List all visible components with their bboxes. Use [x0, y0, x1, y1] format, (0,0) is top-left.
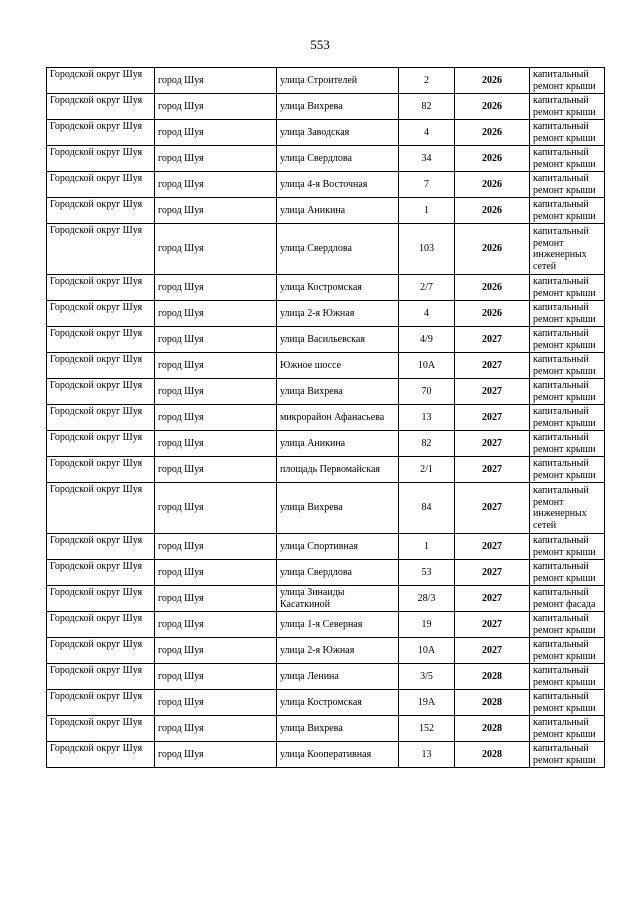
city-cell: город Шуя	[155, 198, 277, 224]
repair-schedule-table	[46, 67, 605, 768]
house-number-cell: 103	[399, 224, 455, 275]
table-row	[47, 457, 605, 483]
municipality-cell: Городской округ Шуя	[47, 560, 155, 586]
table-row	[47, 120, 605, 146]
city-cell: город Шуя	[155, 664, 277, 690]
house-number-cell: 13	[399, 405, 455, 431]
year-cell: 2028	[455, 716, 530, 742]
year-cell: 2028	[455, 690, 530, 716]
city-cell: город Шуя	[155, 742, 277, 768]
year-cell: 2026	[455, 120, 530, 146]
house-number-cell: 34	[399, 146, 455, 172]
city-cell: город Шуя	[155, 120, 277, 146]
city-cell: город Шуя	[155, 534, 277, 560]
work-type-cell: капитальный ремонт крыши	[530, 742, 605, 768]
city-cell: город Шуя	[155, 431, 277, 457]
city-cell: город Шуя	[155, 172, 277, 198]
year-cell: 2027	[455, 457, 530, 483]
table-row	[47, 198, 605, 224]
city-cell: город Шуя	[155, 146, 277, 172]
work-type-cell: капитальный ремонт крыши	[530, 68, 605, 94]
street-cell: улица 1-я Северная	[277, 612, 399, 638]
municipality-cell: Городской округ Шуя	[47, 586, 155, 612]
work-type-cell: капитальный ремонт фасада	[530, 586, 605, 612]
table-row	[47, 664, 605, 690]
street-cell: Южное шоссе	[277, 353, 399, 379]
year-cell: 2027	[455, 379, 530, 405]
table-row	[47, 68, 605, 94]
street-cell: улица Аникина	[277, 431, 399, 457]
house-number-cell: 19	[399, 612, 455, 638]
municipality-cell: Городской округ Шуя	[47, 275, 155, 301]
year-cell: 2027	[455, 353, 530, 379]
street-cell: улица Свердлова	[277, 224, 399, 275]
work-type-cell: капитальный ремонт крыши	[530, 146, 605, 172]
municipality-cell: Городской округ Шуя	[47, 68, 155, 94]
street-cell: улица Заводская	[277, 120, 399, 146]
municipality-cell: Городской округ Шуя	[47, 457, 155, 483]
year-cell: 2027	[455, 534, 530, 560]
city-cell: город Шуя	[155, 716, 277, 742]
table-row	[47, 224, 605, 275]
city-cell: город Шуя	[155, 612, 277, 638]
municipality-cell: Городской округ Шуя	[47, 172, 155, 198]
year-cell: 2027	[455, 327, 530, 353]
house-number-cell: 82	[399, 431, 455, 457]
house-number-cell: 2	[399, 68, 455, 94]
table-row	[47, 353, 605, 379]
year-cell: 2027	[455, 405, 530, 431]
house-number-cell: 4	[399, 120, 455, 146]
work-type-cell: капитальный ремонт крыши	[530, 120, 605, 146]
municipality-cell: Городской округ Шуя	[47, 742, 155, 768]
municipality-cell: Городской округ Шуя	[47, 405, 155, 431]
municipality-cell: Городской округ Шуя	[47, 716, 155, 742]
year-cell: 2026	[455, 146, 530, 172]
city-cell: город Шуя	[155, 483, 277, 534]
street-cell: улица Вихрева	[277, 483, 399, 534]
street-cell: улица Свердлова	[277, 146, 399, 172]
work-type-cell: капитальный ремонт крыши	[530, 716, 605, 742]
city-cell: город Шуя	[155, 224, 277, 275]
year-cell: 2027	[455, 612, 530, 638]
city-cell: город Шуя	[155, 405, 277, 431]
year-cell: 2026	[455, 94, 530, 120]
city-cell: город Шуя	[155, 301, 277, 327]
work-type-cell: капитальный ремонт инженерных сетей	[530, 224, 605, 275]
house-number-cell: 7	[399, 172, 455, 198]
street-cell: улица Зинаиды Касаткиной	[277, 586, 399, 612]
work-type-cell: капитальный ремонт крыши	[530, 94, 605, 120]
work-type-cell: капитальный ремонт крыши	[530, 301, 605, 327]
work-type-cell: капитальный ремонт крыши	[530, 172, 605, 198]
year-cell: 2027	[455, 638, 530, 664]
municipality-cell: Городской округ Шуя	[47, 353, 155, 379]
municipality-cell: Городской округ Шуя	[47, 224, 155, 275]
city-cell: город Шуя	[155, 379, 277, 405]
year-cell: 2028	[455, 664, 530, 690]
city-cell: город Шуя	[155, 560, 277, 586]
street-cell: улица Костромская	[277, 690, 399, 716]
municipality-cell: Городской округ Шуя	[47, 327, 155, 353]
house-number-cell: 70	[399, 379, 455, 405]
table-row	[47, 327, 605, 353]
table-row	[47, 742, 605, 768]
work-type-cell: капитальный ремонт крыши	[530, 405, 605, 431]
municipality-cell: Городской округ Шуя	[47, 94, 155, 120]
house-number-cell: 13	[399, 742, 455, 768]
year-cell: 2026	[455, 301, 530, 327]
table-row	[47, 638, 605, 664]
municipality-cell: Городской округ Шуя	[47, 690, 155, 716]
table-row	[47, 586, 605, 612]
table-row	[47, 690, 605, 716]
street-cell: улица 2-я Южная	[277, 638, 399, 664]
municipality-cell: Городской округ Шуя	[47, 146, 155, 172]
table-row	[47, 560, 605, 586]
work-type-cell: капитальный ремонт крыши	[530, 664, 605, 690]
year-cell: 2027	[455, 431, 530, 457]
house-number-cell: 53	[399, 560, 455, 586]
city-cell: город Шуя	[155, 353, 277, 379]
street-cell: улица Васильевская	[277, 327, 399, 353]
city-cell: город Шуя	[155, 275, 277, 301]
street-cell: улица 2-я Южная	[277, 301, 399, 327]
work-type-cell: капитальный ремонт крыши	[530, 327, 605, 353]
city-cell: город Шуя	[155, 690, 277, 716]
table-row	[47, 716, 605, 742]
house-number-cell: 1	[399, 534, 455, 560]
year-cell: 2028	[455, 742, 530, 768]
city-cell: город Шуя	[155, 586, 277, 612]
city-cell: город Шуя	[155, 68, 277, 94]
street-cell: улица Строителей	[277, 68, 399, 94]
work-type-cell: капитальный ремонт крыши	[530, 431, 605, 457]
street-cell: улица Кооперативная	[277, 742, 399, 768]
street-cell: улица Аникина	[277, 198, 399, 224]
table-row	[47, 534, 605, 560]
house-number-cell: 84	[399, 483, 455, 534]
year-cell: 2026	[455, 275, 530, 301]
house-number-cell: 4/9	[399, 327, 455, 353]
street-cell: улица Свердлова	[277, 560, 399, 586]
house-number-cell: 3/5	[399, 664, 455, 690]
municipality-cell: Городской округ Шуя	[47, 379, 155, 405]
street-cell: площадь Первомайская	[277, 457, 399, 483]
municipality-cell: Городской округ Шуя	[47, 638, 155, 664]
work-type-cell: капитальный ремонт крыши	[530, 457, 605, 483]
city-cell: город Шуя	[155, 638, 277, 664]
municipality-cell: Городской округ Шуя	[47, 534, 155, 560]
table-row	[47, 431, 605, 457]
street-cell: микрорайон Афанасьева	[277, 405, 399, 431]
work-type-cell: капитальный ремонт крыши	[530, 560, 605, 586]
house-number-cell: 4	[399, 301, 455, 327]
work-type-cell: капитальный ремонт крыши	[530, 379, 605, 405]
city-cell: город Шуя	[155, 457, 277, 483]
city-cell: город Шуя	[155, 327, 277, 353]
street-cell: улица Вихрева	[277, 94, 399, 120]
work-type-cell: капитальный ремонт крыши	[530, 638, 605, 664]
table-row	[47, 172, 605, 198]
house-number-cell: 10А	[399, 638, 455, 664]
street-cell: улица Вихрева	[277, 716, 399, 742]
municipality-cell: Городской округ Шуя	[47, 431, 155, 457]
table-row	[47, 146, 605, 172]
table-row	[47, 301, 605, 327]
work-type-cell: капитальный ремонт инженерных сетей	[530, 483, 605, 534]
municipality-cell: Городской округ Шуя	[47, 483, 155, 534]
table-row	[47, 612, 605, 638]
table-row	[47, 483, 605, 534]
house-number-cell: 19А	[399, 690, 455, 716]
municipality-cell: Городской округ Шуя	[47, 664, 155, 690]
work-type-cell: капитальный ремонт крыши	[530, 353, 605, 379]
municipality-cell: Городской округ Шуя	[47, 301, 155, 327]
street-cell: улица Ленина	[277, 664, 399, 690]
house-number-cell: 28/3	[399, 586, 455, 612]
house-number-cell: 1	[399, 198, 455, 224]
year-cell: 2026	[455, 68, 530, 94]
table-row	[47, 94, 605, 120]
municipality-cell: Городской округ Шуя	[47, 612, 155, 638]
work-type-cell: капитальный ремонт крыши	[530, 690, 605, 716]
year-cell: 2026	[455, 172, 530, 198]
year-cell: 2027	[455, 560, 530, 586]
street-cell: улица Костромская	[277, 275, 399, 301]
city-cell: город Шуя	[155, 94, 277, 120]
year-cell: 2026	[455, 224, 530, 275]
house-number-cell: 82	[399, 94, 455, 120]
table-row	[47, 405, 605, 431]
work-type-cell: капитальный ремонт крыши	[530, 198, 605, 224]
page-number: 553	[310, 37, 330, 52]
house-number-cell: 10А	[399, 353, 455, 379]
house-number-cell: 2/7	[399, 275, 455, 301]
street-cell: улица Вихрева	[277, 379, 399, 405]
year-cell: 2026	[455, 198, 530, 224]
street-cell: улица Спортивная	[277, 534, 399, 560]
street-cell: улица 4-я Восточная	[277, 172, 399, 198]
work-type-cell: капитальный ремонт крыши	[530, 612, 605, 638]
year-cell: 2027	[455, 483, 530, 534]
municipality-cell: Городской округ Шуя	[47, 120, 155, 146]
municipality-cell: Городской округ Шуя	[47, 198, 155, 224]
year-cell: 2027	[455, 586, 530, 612]
table-body	[47, 68, 605, 768]
house-number-cell: 152	[399, 716, 455, 742]
table-row	[47, 379, 605, 405]
work-type-cell: капитальный ремонт крыши	[530, 275, 605, 301]
house-number-cell: 2/1	[399, 457, 455, 483]
work-type-cell: капитальный ремонт крыши	[530, 534, 605, 560]
table-row	[47, 275, 605, 301]
